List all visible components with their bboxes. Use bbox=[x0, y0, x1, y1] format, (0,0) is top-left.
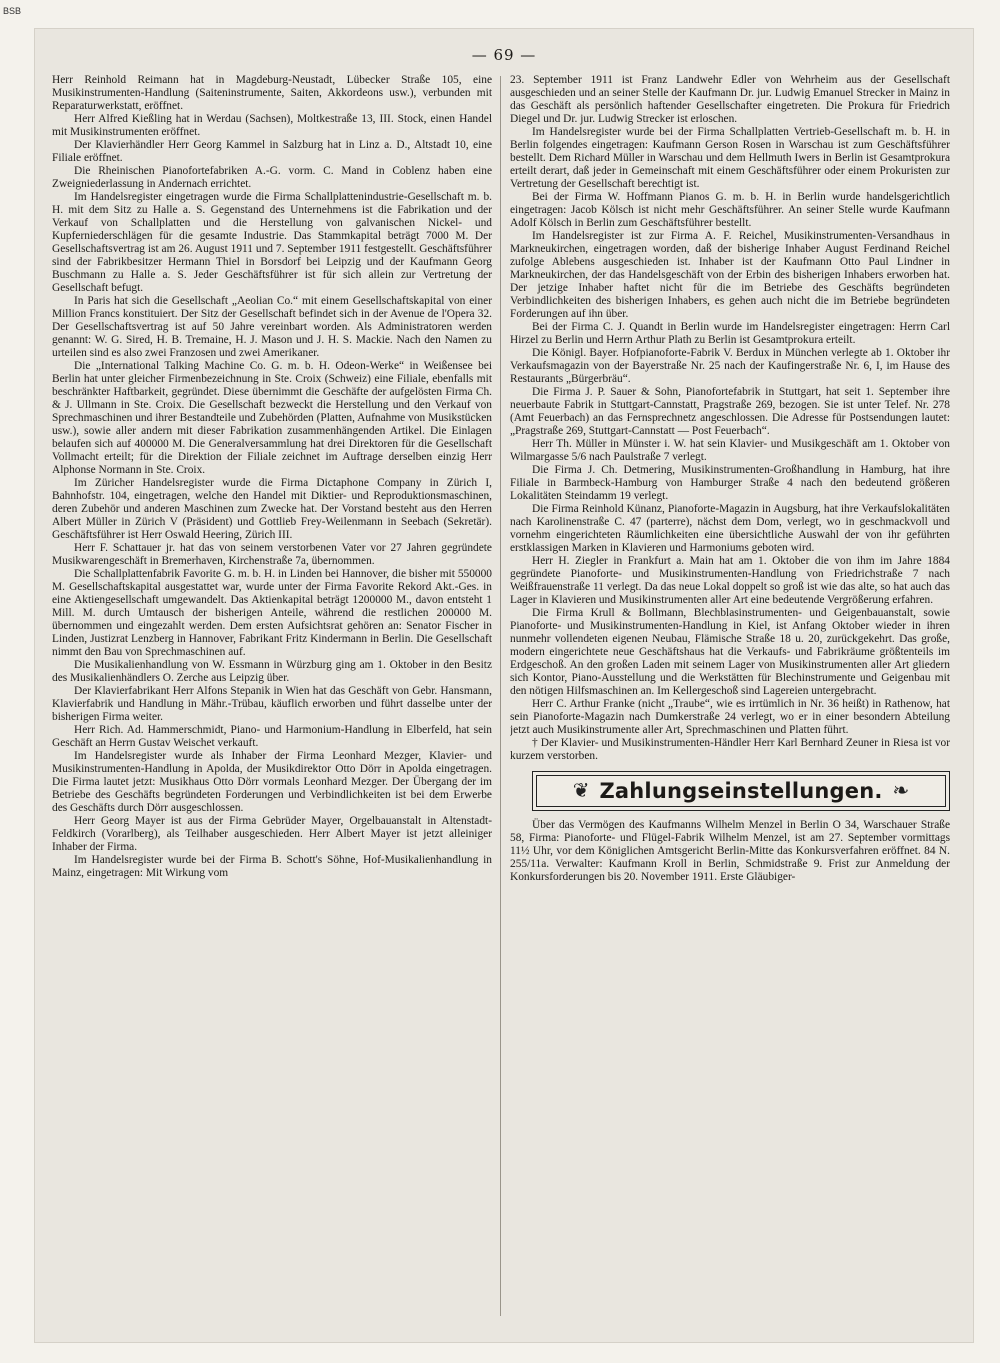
paragraph: Im Handelsregister ist zur Firma A. F. Reichel, Musikinstrumenten-Versandhaus in Markneukirchen, eingetragen worden, daß der bisherige Inhaber August Ferdinand Reichel zufolge Ablebens ausgeschieden ist. Inhaber ist der Kaufmann Otto Paul Lindner in Markneukirchen, der das Handelsgeschäft von der Erbin des bisherigen Inhabers erworben hat. Der jetzige Inhaber haftet nicht für die im Betriebe des Geschäfts begründeten Verbindlichkeiten des bisherigen Inhabers, es gehen auch nicht die im Betriebe begründeten Forderungen auf ihn über. bbox=[510, 230, 950, 320]
paragraph: Herr F. Schattauer jr. hat das von seinem verstorbenen Vater vor 27 Jahren gegründete Musikwarengeschäft in Bremerhaven, Kirchenstraße 7a, übernommen. bbox=[52, 542, 492, 567]
section-heading: Zahlungseinstellungen. bbox=[599, 778, 883, 803]
ornament-left-icon: ❦ bbox=[572, 780, 590, 802]
paragraph: Im Handelsregister wurde bei der Firma B. Schott's Söhne, Hof-Musikalienhandlung in Mainz, eingetragen: Mit Wirkung vom bbox=[52, 854, 492, 879]
paragraph: Die Firma Krull & Bollmann, Blechblasinstrumenten- und Geigenbauanstalt, sowie Pianoforte- und Musikinstrumenten-Handlung in Kiel, ist Anfang Oktober wieder in ihren nunmehr vollendeten eigenen Neubau, Flämische Straße 18 u. 20, zurückgekehrt. Das große, modern eingerichtete neue Geschäftshaus hat die Verkaufs- und Fabrikräume größtenteils im Erdgeschoß. An den großen Laden mit seinem Lager von Musikinstrumenten aller Art gliedern sich Kontor, Piano-Ausstellung und die Werkstätten für Blechinstrumente und Geigenbau mit den nötigen Hilfsmaschinen an. Im Kellergeschoß sind Lagereien untergebracht. bbox=[510, 607, 950, 697]
page-number: — 69 — bbox=[471, 46, 537, 64]
paragraph: Im Handelsregister eingetragen wurde die Firma Schallplattenindustrie-Gesellschaft m. b. H. mit dem Sitz zu Halle a. S. Gegenstand des Unternehmens ist die Fabrikation und der Verkauf von Schallplatten und die Herstellung von galvanischen Nickel- und Kupferniederschlägen für die gesamte Industrie. Das Stammkapital beträgt 7000 M. Der Gesellschaftsvertrag ist am 26. August 1911 und 7. September 1911 festgestellt. Geschäftsführer sind der Fabrikbesitzer Hermann Thiel in Borsdorf bei Leipzig und der Kaufmann Georg Buschmann zu Halle a. S. Jeder Geschäftsführer ist für sich allein zur Vertretung der Gesellschaft befugt. bbox=[52, 191, 492, 294]
paragraph: Die „International Talking Machine Co. G. m. b. H. Odeon-Werke“ in Weißensee bei Berlin hat unter gleicher Firmenbezeichnung in Ste. Croix (Schweiz) eine Filiale, ebenfalls mit beschränkter Haftbarkeit, gegründet. Diese übernimmt die Geschäfte der aufgelösten Firma Ch. & J. Ullmann in Ste. Croix. Die Gesellschaft bezweckt die Herstellung und den Verkauf von Sprechmaschinen und ihrer Bestandteile und Zubehörden (Platten, Aufnahme von Musikstücken usw.), sowie aller andern mit dieser Fabrikation zusammenhängenden Artikel. Die Einlagen belaufen sich auf 400000 M. Die Generalversammlung hat drei Direktoren für die Gesellschaft Vollmacht erteilt; für die Direktion der Filiale zeichnet im Auftrage derselben einzig Herr Alphonse Normann in Ste. Croix. bbox=[52, 360, 492, 476]
left-column bbox=[52, 74, 492, 1319]
right-column bbox=[510, 74, 950, 1319]
paragraph: Herr Th. Müller in Münster i. W. hat sein Klavier- und Musikgeschäft am 1. Oktober von Wilmargasse 5/6 nach Paulstraße 7 verlegt. bbox=[510, 438, 950, 463]
newspaper-page bbox=[34, 28, 974, 1343]
paragraph: 23. September 1911 ist Franz Landwehr Edler von Wehrheim aus der Gesellschaft ausgeschieden und an seiner Stelle der Kaufmann Dr. jur. Ludwig Emanuel Strecker in Mainz in das Geschäft als persönlich haftender Gesellschafter eingetreten. Die Prokura für Friedrich Diegel und Dr. jur. Ludwig Strecker ist erloschen. bbox=[510, 74, 950, 125]
paragraph: Der Klavierhändler Herr Georg Kammel in Salzburg hat in Linz a. D., Altstadt 10, eine Filiale eröffnet. bbox=[52, 139, 492, 164]
paragraph: Die Musikalienhandlung von W. Essmann in Würzburg ging am 1. Oktober in den Besitz des Musikalienhändlers O. Zerche aus Leipzig über. bbox=[52, 659, 492, 684]
paragraph: † Der Klavier- und Musikinstrumenten-Händler Herr Karl Bernhard Zeuner in Riesa ist vor kurzem verstorben. bbox=[510, 737, 950, 762]
library-mark: BSB bbox=[3, 6, 22, 16]
paragraph: Die Rheinischen Pianofortefabriken A.-G. vorm. C. Mand in Coblenz haben eine Zweigniederlassung in Andernach errichtet. bbox=[52, 165, 492, 190]
paragraph: Über das Vermögen des Kaufmanns Wilhelm Menzel in Berlin O 34, Warschauer Straße 58, Firma: Pianoforte- und Flügel-Fabrik Wilhelm Menzel, ist am 27. September vormittags 11½ Uhr, vor dem Königlichen Amtsgericht Berlin-Mitte das Konkursverfahren eröffnet. 84 N. 255/11a. Verwalter: Kaufmann Kroll in Berlin, Schmidstraße 9. Frist zur Anmeldung der Konkursforderungen bis 20. November 1911. Erste Gläubiger- bbox=[510, 819, 950, 883]
paragraph: Die Firma J. Ch. Detmering, Musikinstrumenten-Großhandlung in Hamburg, hat ihre Filiale in Barmbeck-Hamburg von Hamburger Straße 4 nach den bedeutend größeren Lokalitäten Steindamm 19 verlegt. bbox=[510, 464, 950, 502]
paragraph: Die Königl. Bayer. Hofpianoforte-Fabrik V. Berdux in München verlegte ab 1. Oktober ihr Verkaufsmagazin von der Bayerstraße Nr. 25 nach der Kaufingerstraße Nr. 6, I, im Hause des Restaurants „Bürgerbräu“. bbox=[510, 347, 950, 385]
paragraph: Im Handelsregister wurde als Inhaber der Firma Leonhard Mezger, Klavier- und Musikinstrumenten-Handlung in Apolda, der Musikdirektor Otto Dörr in Apolda eingetragen. Die Firma lautet jetzt: Musikhaus Otto Dörr vormals Leonhard Mezger. Der Übergang der im Betriebe des Geschäfts begründeten Forderungen und Verbindlichkeiten ist bei dem Erwerbe des Geschäfts durch Dörr ausgeschlossen. bbox=[52, 750, 492, 814]
paragraph: Der Klavierfabrikant Herr Alfons Stepanik in Wien hat das Geschäft von Gebr. Hansmann, Klavierfabrik und Handlung in Mähr.-Trübau, käuflich erworben und führt dasselbe unter der bisherigen Firma weiter. bbox=[52, 685, 492, 723]
paragraph: Herr Alfred Kießling hat in Werdau (Sachsen), Moltkestraße 13, III. Stock, einen Handel mit Musikinstrumenten eröffnet. bbox=[52, 113, 492, 138]
paragraph: Im Züricher Handelsregister wurde die Firma Dictaphone Company in Zürich I, Bahnhofstr. 104, eingetragen, welche den Handel mit Diktier- und Reproduktionsmaschinen, deren Zubehör und anderen Maschinen zum Zwecke hat. Der Vorstand besteht aus den Herren Albert Müller in Zürich V (Präsident) und Gottlieb Frey-Weilenmann in Seebach (Sekretär). Geschäftsführer ist Herr Oswald Heering, Zürich III. bbox=[52, 477, 492, 541]
paragraph: Herr Reinhold Reimann hat in Magdeburg-Neustadt, Lübecker Straße 105, eine Musikinstrumenten-Handlung (Saiteninstrumente, Saiten, Akkordeons usw.), verbunden mit Reparaturwerkstatt, eröffnet. bbox=[52, 74, 492, 112]
section-heading-box bbox=[532, 771, 950, 811]
paragraph: In Paris hat sich die Gesellschaft „Aeolian Co.“ mit einem Gesellschaftskapital von einer Million Francs konstituiert. Der Sitz der Gesellschaft befindet sich in der Avenue de l'Opera 32. Der Gesellschaftsvertrag ist auf 50 Jahre vereinbart worden. Als Administratoren werden genannt: W. G. Sired, H. B. Tremaine, H. J. Mason und J. H. S. Mackie. Nach den Namen zu urteilen sind es also zwei Franzosen und zwei Amerikaner. bbox=[52, 295, 492, 359]
paragraph: Herr Rich. Ad. Hammerschmidt, Piano- und Harmonium-Handlung in Elberfeld, hat sein Geschäft an Herrn Gustav Weischet verkauft. bbox=[52, 724, 492, 749]
paragraph: Herr Georg Mayer ist aus der Firma Gebrüder Mayer, Orgelbauanstalt in Altenstadt-Feldkirch (Vorarlberg), als Teilhaber ausgeschieden. Herr Albert Mayer ist jetzt alleiniger Inhaber der Firma. bbox=[52, 815, 492, 853]
ornament-right-icon: ❧ bbox=[892, 780, 910, 802]
paragraph: Bei der Firma C. J. Quandt in Berlin wurde im Handelsregister eingetragen: Herrn Carl Hirzel zu Berlin und Herrn Arthur Plath zu Berlin ist Gesamtprokura erteilt. bbox=[510, 321, 950, 346]
paragraph: Die Firma J. P. Sauer & Sohn, Pianofortefabrik in Stuttgart, hat seit 1. September ihre neuerbaute Fabrik in Stuttgart-Cannstatt, Pragstraße 269, bezogen. Sie ist unter Telef. Nr. 278 (Amt Feuerbach) an das Fernsprechnetz angeschlossen. Die Adresse für Postsendungen lautet: „Pragstraße 269, Stuttgart-Cannstatt — Post Feuerbach“. bbox=[510, 386, 950, 437]
paragraph: Die Firma Reinhold Künanz, Pianoforte-Magazin in Augsburg, hat ihre Verkaufslokalitäten nach Karolinenstraße C. 47 (parterre), nächst dem Dom, verlegt, wo in geschmackvoll und vornehm eingerichteten Räumlichkeiten eine übersichtliche Auswahl der von ihr geführten erstklassigen Marken in Klavieren und Harmoniums geboten wird. bbox=[510, 503, 950, 554]
paragraph: Die Schallplattenfabrik Favorite G. m. b. H. in Linden bei Hannover, die bisher mit 550000 M. Gesellschaftskapital ausgestattet war, wurde unter der Firma Favorite Rekord Akt.-Ges. in eine Aktiengesellschaft umgewandelt. Das Aktienkapital beträgt 1200000 M., davon entsteht 1 Mill. M. durch Umtausch der bisherigen Anteile, während die restlichen 200000 M. übernommen und eingezahlt werden. Dem ersten Aufsichtsrat gehören an: Senator Fischer in Linden, Justizrat Lenzberg in Hannover, Fabrikant Fritz Kindermann in Berlin. Die Gesellschaft nimmt den Bau von Sprechmaschinen auf. bbox=[52, 568, 492, 658]
paragraph: Herr C. Arthur Franke (nicht „Traube“, wie es irrtümlich in Nr. 36 heißt) in Rathenow, hat sein Pianoforte-Magazin nach Dumkerstraße 24 verlegt, wo er in einer besondern Abteilung jetzt auch Musikinstrumente aller Art, Sprechmaschinen und Platten führt. bbox=[510, 698, 950, 736]
column-divider bbox=[500, 76, 501, 1316]
paragraph: Bei der Firma W. Hoffmann Pianos G. m. b. H. in Berlin wurde handelsgerichtlich eingetragen: Jacob Kölsch ist nicht mehr Geschäftsführer. An seiner Stelle wurde Kaufmann Adolf Kölsch in Berlin zum Geschäftsführer bestellt. bbox=[510, 191, 950, 229]
paragraph: Herr H. Ziegler in Frankfurt a. Main hat am 1. Oktober die von ihm im Jahre 1884 gegründete Pianoforte- und Musikinstrumenten-Handlung von Friedrichstraße 7 nach Weißfrauenstraße 11 verlegt. Da das neue Lokal doppelt so groß ist wie das alte, so hat auch das Lager in Klavieren und Musikinstrumenten aller Art eine bedeutende Vergrößerung erfahren. bbox=[510, 555, 950, 606]
paragraph: Im Handelsregister wurde bei der Firma Schallplatten Vertrieb-Gesellschaft m. b. H. in Berlin folgendes eingetragen: Kaufmann Gerson Rosen in Warschau ist zum Geschäftsführer bestellt. Dem Richard Müller in Warschau und dem Hellmuth Iwers in Berlin ist Gesamtprokura erteilt derart, daß jeder in Gemeinschaft mit einem Geschäftsführer oder einem Prokuristen zur Vertretung der Gesellschaft berechtigt ist. bbox=[510, 126, 950, 190]
